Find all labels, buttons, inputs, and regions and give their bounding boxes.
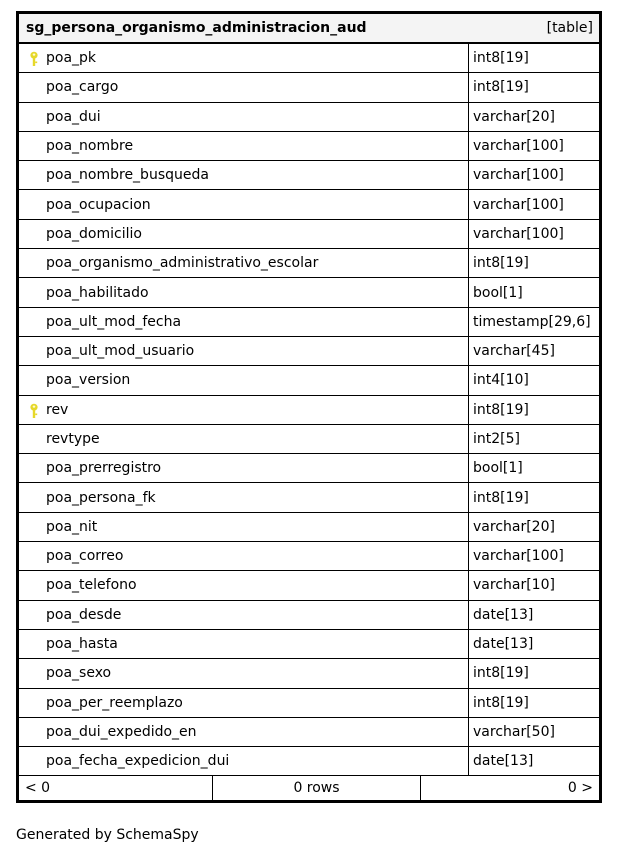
table-row [19,689,599,718]
column-name: poa_organismo_administrativo_escolar [46,255,319,272]
column-type: int8[19] [473,401,529,418]
column-name-cell [19,220,469,248]
column-type: varchar[100] [473,548,564,565]
table-row [19,278,599,307]
primary-key-icon [28,403,40,419]
column-type: varchar[100] [473,225,564,242]
column-name-cell [19,366,469,394]
column-type: int8[19] [473,79,529,96]
column-name-cell [19,249,469,277]
column-name: poa_cargo [46,79,119,96]
column-type: int8[19] [473,694,529,711]
table-row [19,454,599,483]
column-name-cell [19,454,469,482]
column-name: rev [46,401,69,418]
column-name: poa_per_reemplazo [46,694,183,711]
column-name-cell [19,718,469,746]
column-type: date[13] [473,636,534,653]
table-row [19,425,599,454]
column-name: poa_nit [46,518,98,535]
column-name-cell [19,601,469,629]
table-footer [19,776,599,800]
table-row [19,103,599,132]
column-name-cell [19,513,469,541]
column-type: int8[19] [473,665,529,682]
column-type: date[13] [473,753,534,770]
column-type: varchar[20] [473,108,555,125]
column-name: poa_ult_mod_usuario [46,343,195,360]
column-name: poa_desde [46,606,122,623]
column-name-cell [19,103,469,131]
table-row [19,659,599,688]
column-name: revtype [46,431,100,447]
column-name: poa_sexo [46,665,112,682]
column-type: int8[19] [473,489,529,506]
table-row [19,571,599,600]
table-row [19,513,599,542]
table-row [19,601,599,630]
column-name-cell [19,425,469,453]
column-type: bool[1] [473,284,523,301]
table-header [19,14,599,44]
table-row [19,161,599,190]
footer-right: 0 > [567,780,593,797]
column-name: poa_ocupacion [46,196,151,213]
column-name-cell [19,278,469,306]
column-type: int8[19] [473,50,529,67]
column-type: int8[19] [473,255,529,272]
column-name: poa_nombre [46,138,134,155]
column-name: poa_pk [46,50,97,67]
column-list [19,44,599,776]
column-name: poa_nombre_busqueda [46,167,209,184]
column-name-cell [19,308,469,336]
generated-by-label: Generated by SchemaSpy [16,827,199,843]
column-name-cell [19,44,469,72]
table-kind-label: [table] [546,20,593,36]
column-name: poa_persona_fk [46,489,156,506]
column-name-cell [19,132,469,160]
column-name-cell [19,571,469,599]
table-row [19,132,599,161]
table-row [19,73,599,102]
column-name-cell [19,542,469,570]
table-row [19,366,599,395]
table-row [19,337,599,366]
table-row [19,483,599,512]
column-type: date[13] [473,606,534,623]
column-name: poa_fecha_expedicion_dui [46,753,230,770]
table-row [19,718,599,747]
column-name: poa_domicilio [46,225,142,242]
column-name: poa_hasta [46,636,118,653]
column-type: varchar[100] [473,167,564,184]
column-name: poa_ult_mod_fecha [46,313,182,330]
table-row [19,220,599,249]
column-type: bool[1] [473,460,523,477]
table-row [19,396,599,425]
table-row [19,308,599,337]
column-name: poa_habilitado [46,284,149,301]
column-name-cell [19,337,469,365]
column-type: varchar[50] [473,723,555,740]
table-name: sg_persona_organismo_administracion_aud [26,20,367,36]
table-row [19,190,599,219]
column-name-cell [19,161,469,189]
table-box [16,11,602,803]
column-name: poa_dui_expedido_en [46,723,197,740]
column-name-cell [19,190,469,218]
column-name: poa_dui [46,108,101,125]
table-row [19,747,599,776]
table-row [19,249,599,278]
column-name-cell [19,689,469,717]
column-type: int2[5] [473,431,520,447]
column-type: varchar[20] [473,518,555,535]
column-type: varchar[100] [473,196,564,213]
primary-key-icon [28,51,40,67]
column-name-cell [19,630,469,658]
column-type: timestamp[29,6] [473,313,591,330]
column-name-cell [19,73,469,101]
column-type: int4[10] [473,372,529,389]
column-name-cell [19,483,469,511]
column-name: poa_prerregistro [46,460,162,477]
column-type: varchar[100] [473,138,564,155]
table-row [19,542,599,571]
column-name-cell [19,659,469,687]
table-row [19,44,599,73]
column-name: poa_version [46,372,131,389]
footer-left: < 0 [19,776,213,800]
column-name: poa_correo [46,548,124,565]
column-type: varchar[10] [473,577,555,594]
column-type: varchar[45] [473,343,555,360]
table-row [19,630,599,659]
footer-row-count: 0 rows [213,776,421,800]
column-name-cell [19,747,469,775]
column-name-cell [19,396,469,424]
column-name: poa_telefono [46,577,137,594]
